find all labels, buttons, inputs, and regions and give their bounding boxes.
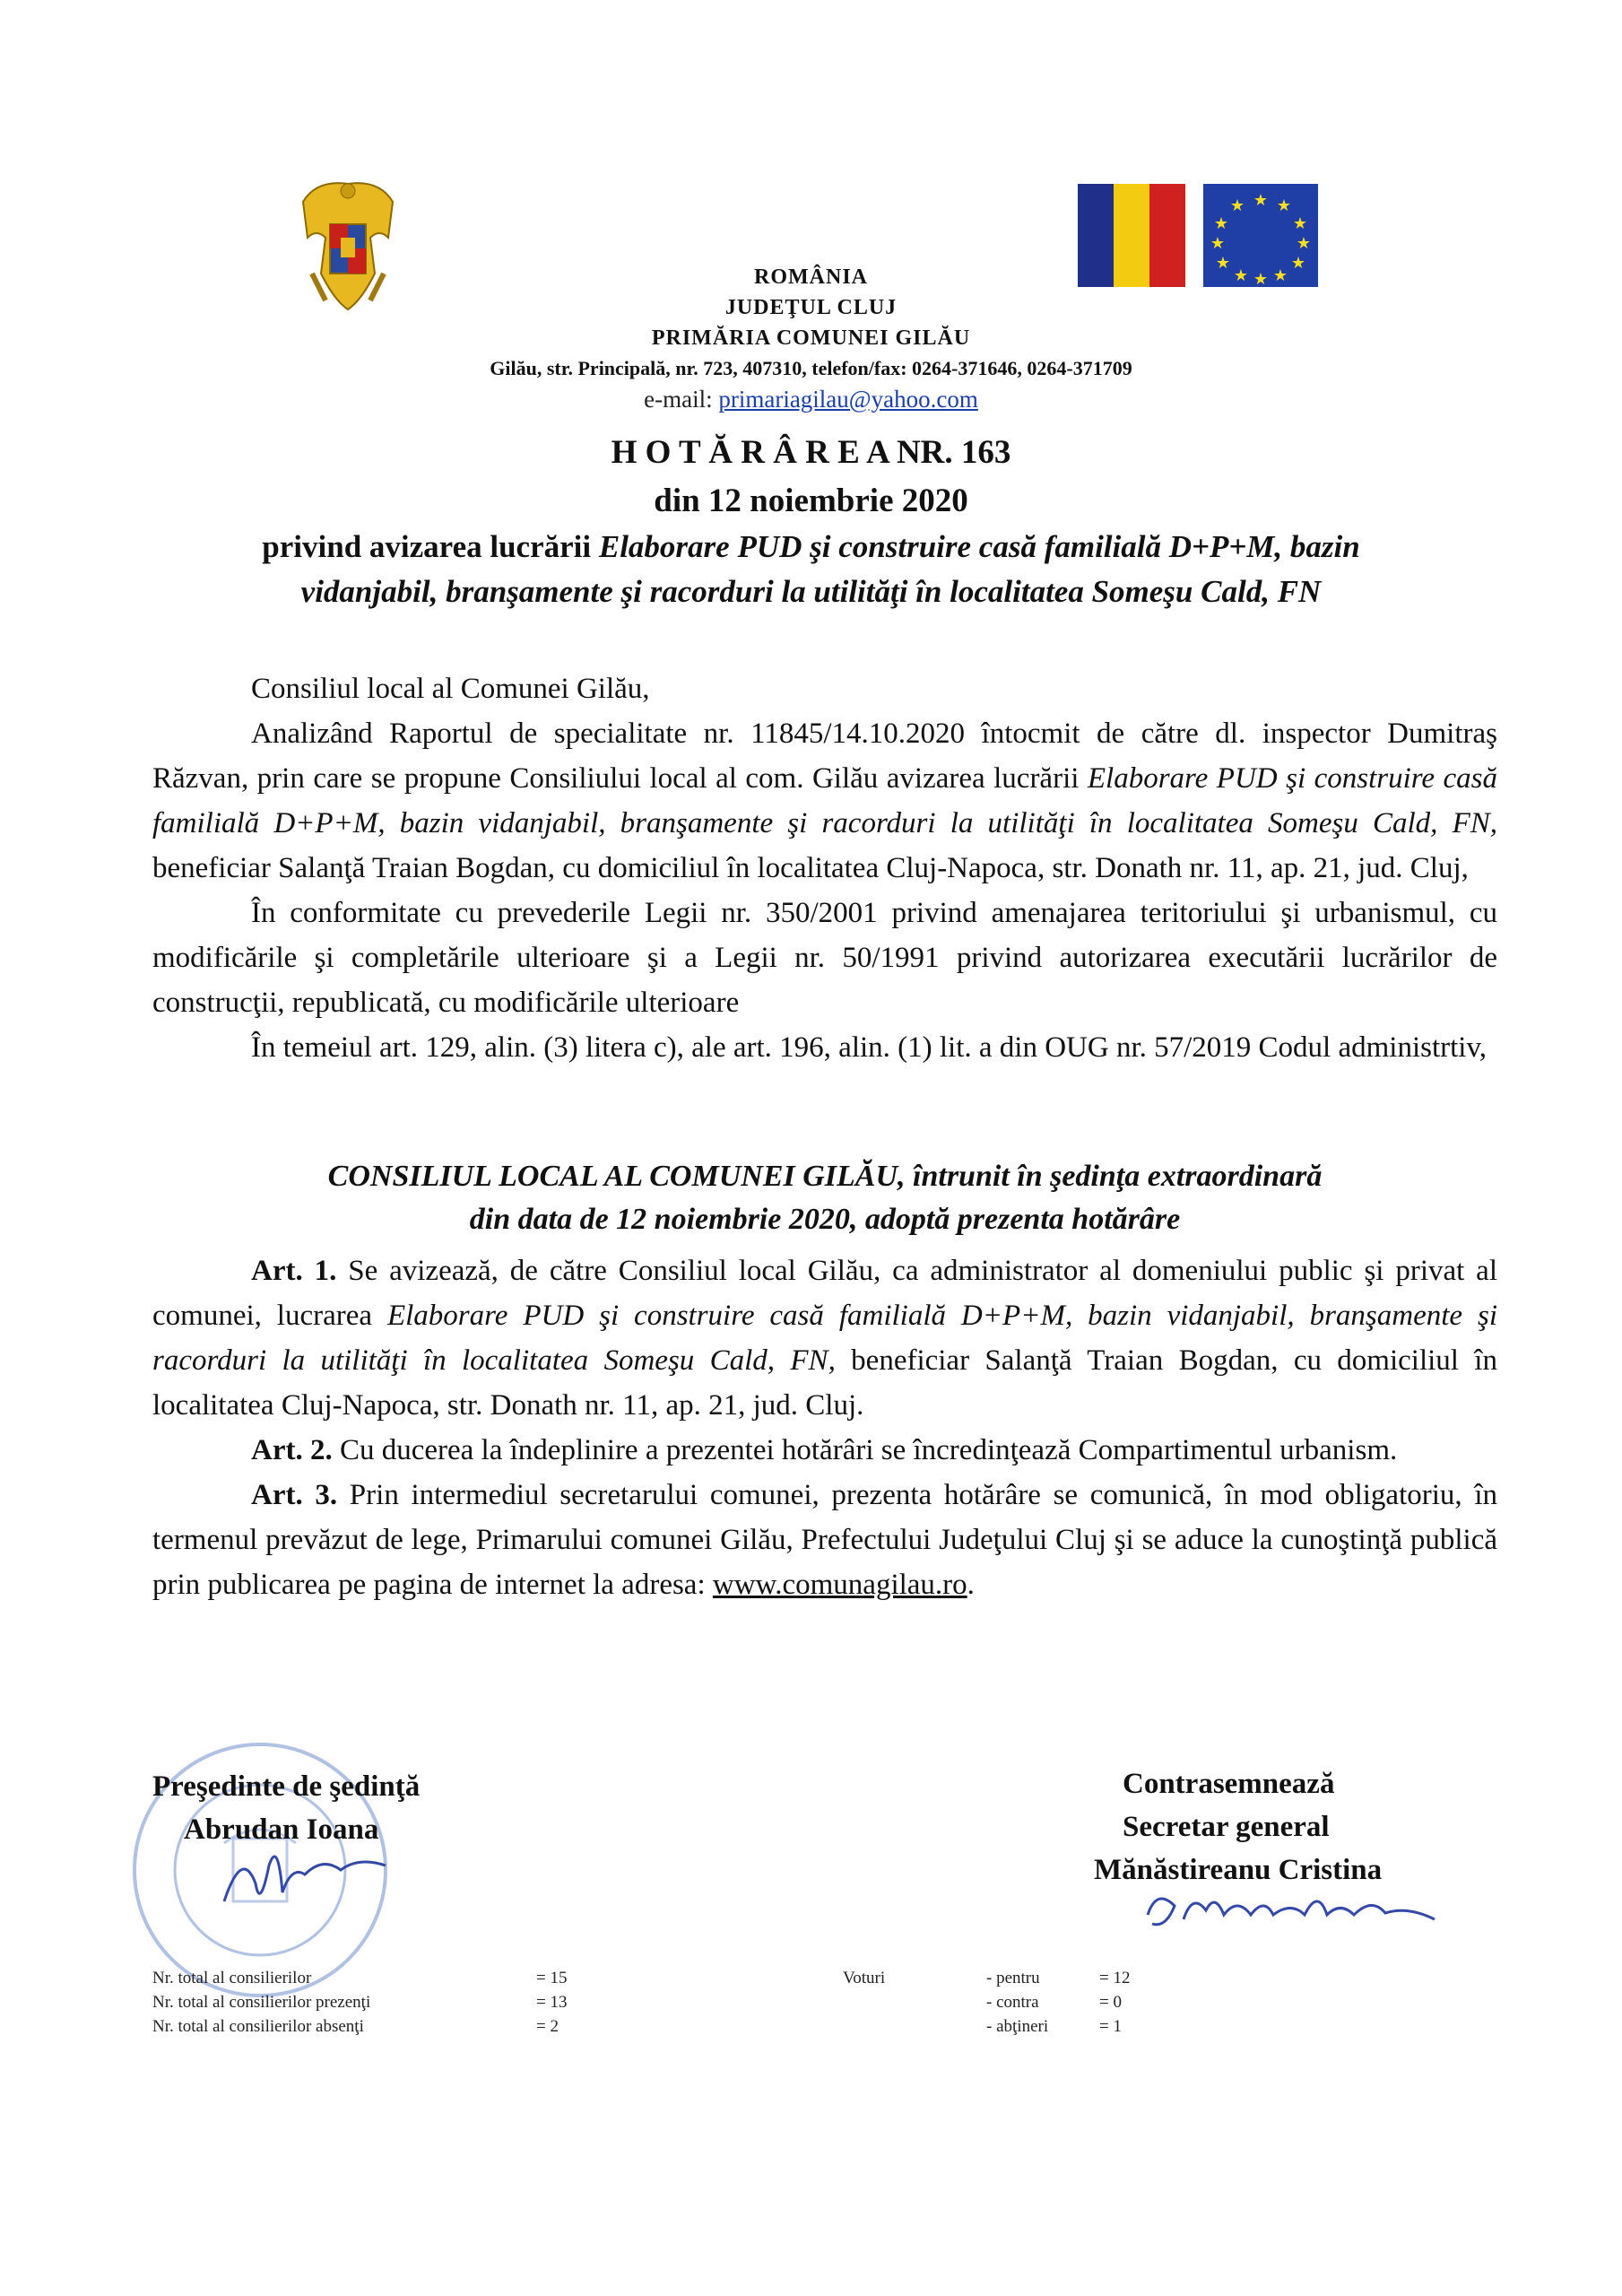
vote-absent-value: = 2 — [536, 2017, 559, 2036]
article-3-end: . — [967, 1569, 975, 1601]
decision-title: H O T Ă R Â R E A NR. 163 — [611, 434, 1011, 471]
svg-text:★: ★ — [1215, 254, 1231, 273]
vote-abstain-value: = 1 — [1099, 2017, 1122, 2036]
article-1-text-a: Se avizează, de către Consiliul local Gilău, ca administrator al domeniului public şi privat al comunei, lucrarea — [152, 1255, 1497, 1332]
article-1-text-b: beneficiar Salanţă Traian Bogdan, cu domiciliul în localitatea Cluj-Napoca, str. Donath nr. 11, ap. 21, jud. Cluj. — [152, 1344, 1497, 1422]
president-name: Abrudan Ioana — [184, 1813, 379, 1846]
article-1 — [152, 1248, 1497, 1428]
report-text-a: Analizând Raportul de specialitate nr. 11845/14.10.2020 întocmit de către dl. inspector Dumitraş Răzvan, prin care se propune Consiliului local al com. Gilău avizarea lucrării — [152, 718, 1497, 795]
subject-italic-line2: vidanjabil, branşamente şi racorduri la utilităţi în localitatea Someşu Cald, FN — [300, 574, 1322, 609]
vote-against-label: - contra — [986, 1993, 1039, 2012]
header-county: JUDEŢUL CLUJ — [724, 296, 898, 319]
svg-text:★: ★ — [1210, 234, 1226, 253]
article-3-text: Prin intermediul secretarului comunei, prezenta hotărâre se comunică, în mod obligatoriu, în termenul prevăzut de lege, Primarului comunei Gilău, Prefectului Judeţului Cluj şi se aduce la cunoştinţă publică prin publicarea pe pagina de internet la adresa: — [152, 1479, 1497, 1601]
declaration-line2: din data de 12 noiembrie 2020, adoptă prezenta hotărâre — [469, 1203, 1181, 1236]
secretary-role1: Contrasemnează — [1123, 1768, 1335, 1800]
subject-prefix: privind avizarea lucrării — [262, 529, 599, 564]
report-text-italic: Elaborare PUD şi construire casă familială D+P+M, bazin vidanjabil, branşamente şi racorduri la utilităţi în localitatea Someşu Cald, FN, — [152, 762, 1498, 839]
decision-subject — [134, 525, 1488, 614]
header-address: Gilău, str. Principală, nr. 723, 407310, telefon/fax: 0264-371646, 0264-371709 — [490, 357, 1132, 379]
votes-heading: Voturi — [843, 1969, 886, 1987]
vote-absent-label: Nr. total al consilierilor absenţi — [152, 2017, 364, 2036]
votes-breakdown-labels — [986, 1966, 1048, 2039]
report-text-b: beneficiar Salanţă Traian Bogdan, cu domiciliul în localitatea Cluj-Napoca, str. Donath nr. 11, ap. 21, jud. Cluj, — [152, 852, 1469, 884]
preamble-law: În conformitate cu prevederile Legii nr. 350/2001 privind amenajarea teritoriului şi urbanismul, cu modificările şi completările ulterioare şi a Legii nr. 50/1991 privind autorizarea executării lucrărilor de construcţii, republicată, cu modificările ulterioare — [152, 897, 1497, 1019]
article-3 — [152, 1473, 1497, 1607]
article-1-label: Art. 1. — [251, 1255, 337, 1287]
decision-date: din 12 noiembrie 2020 — [654, 483, 968, 519]
vote-for-value: = 12 — [1099, 1969, 1131, 1987]
svg-text:★: ★ — [1272, 266, 1288, 285]
vote-for-label: - pentru — [986, 1969, 1040, 1987]
header-email — [0, 386, 1622, 413]
svg-text:★: ★ — [1290, 254, 1306, 273]
article-3-label: Art. 3. — [251, 1479, 338, 1511]
vote-total-label: Nr. total al consilierilor — [152, 1969, 312, 1987]
article-2-label: Art. 2. — [251, 1434, 333, 1466]
article-1-text-italic: Elaborare PUD şi construire casă familială D+P+M, bazin vidanjabil, branşamente şi racorduri la utilităţi în localitatea Someşu Cald, FN, — [152, 1300, 1497, 1377]
council-declaration — [152, 1155, 1497, 1241]
vote-against-value: = 0 — [1099, 1993, 1122, 2012]
website-link[interactable]: www.comunagilau.ro — [712, 1569, 967, 1601]
email-link[interactable]: primariagilau@yahoo.com — [718, 386, 978, 413]
svg-text:★: ★ — [1233, 266, 1249, 285]
article-2-text: Cu ducerea la îndeplinire a prezentei hotărâri se încredinţează Compartimentul urbanism. — [332, 1434, 1398, 1466]
preamble-basis: În temeiul art. 129, alin. (3) litera c), ale art. 196, alin. (1) lit. a din OUG nr. 57/2019 Codul administrtiv, — [251, 1031, 1488, 1064]
vote-present-value: = 13 — [536, 1993, 568, 2012]
svg-text:★: ★ — [1229, 196, 1245, 215]
preamble-council: Consiliul local al Comunei Gilău, — [251, 673, 650, 705]
votes-values — [536, 1966, 567, 2039]
article-2 — [152, 1428, 1497, 1473]
declaration-line1: CONSILIUL LOCAL AL COMUNEI GILĂU, întrunit în şedinţa extraordinară — [327, 1160, 1323, 1193]
preamble — [152, 666, 1497, 1070]
svg-text:★: ★ — [1253, 191, 1269, 210]
email-label: e-mail: — [644, 386, 719, 413]
secretary-name: Mănăstireanu Cristina — [1094, 1854, 1383, 1886]
articles — [152, 1248, 1497, 1607]
vote-total-value: = 15 — [536, 1969, 568, 1987]
subject-italic-line1: Elaborare PUD şi construire casă familială D+P+M, bazin — [598, 529, 1360, 564]
preamble-report — [152, 711, 1497, 891]
svg-text:★: ★ — [1253, 270, 1269, 289]
votes-breakdown-values — [1099, 1966, 1130, 2039]
votes-labels — [152, 1966, 370, 2039]
president-role: Preşedinte de şedinţă — [152, 1770, 421, 1803]
svg-text:★: ★ — [1213, 214, 1229, 233]
svg-text:★: ★ — [1276, 196, 1292, 215]
header-institution: PRIMĂRIA COMUNEI GILĂU — [651, 326, 971, 350]
secretary-role2: Secretar general — [1123, 1811, 1330, 1843]
svg-text:★: ★ — [1292, 214, 1308, 233]
vote-present-label: Nr. total al consilierilor prezenţi — [152, 1993, 371, 2012]
header-country: ROMÂNIA — [754, 265, 868, 289]
svg-text:★: ★ — [1296, 234, 1312, 253]
vote-abstain-label: - abţineri — [986, 2017, 1049, 2036]
